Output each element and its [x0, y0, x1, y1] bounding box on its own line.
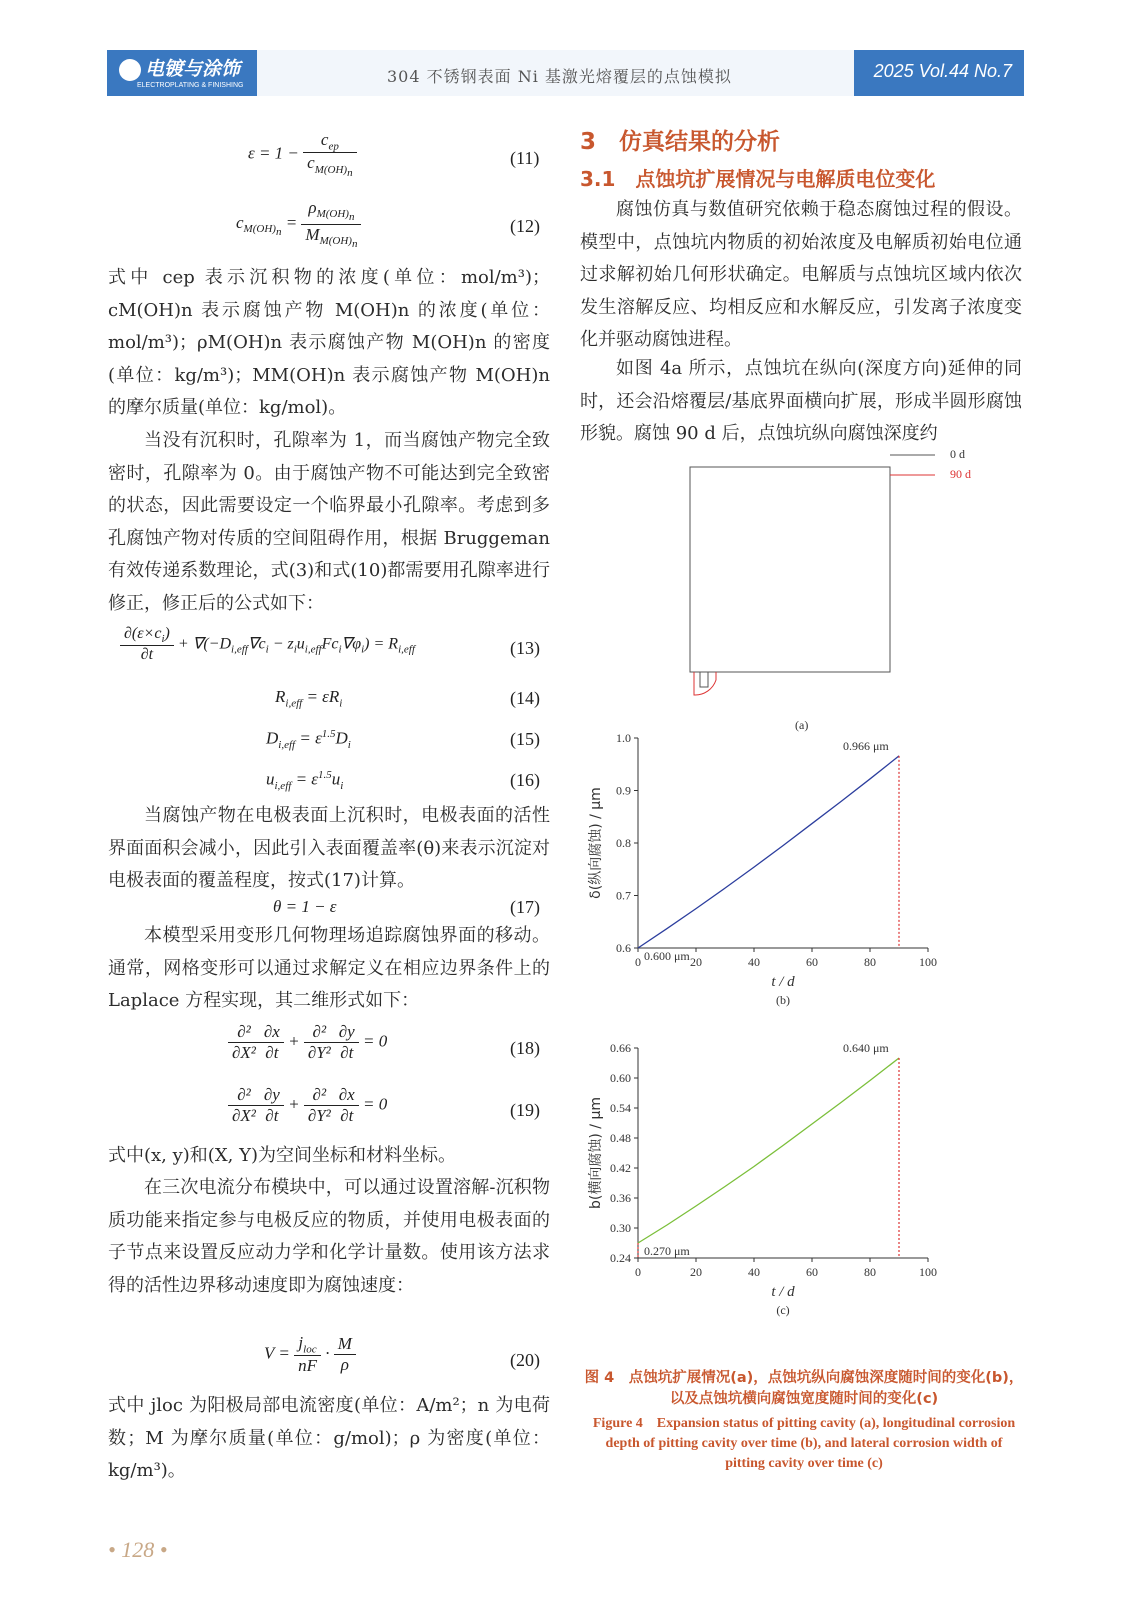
paragraph-porosity: 当没有沉积时，孔隙率为 1，而当腐蚀产物完全致密时，孔隙率为 0。由于腐蚀产物不可能达到完全致密的状态，因此需要设定一个临界最小孔隙率。考虑到多孔腐蚀产物对传质的空间阻碍作用，根据 Bruggeman 有效传递系数理论，式(3)和式(10)都需要用孔隙率进行修正，修正后的公式如下：: [108, 430, 550, 614]
paragraph-assumption: 腐蚀仿真与数值研究依赖于稳态腐蚀过程的假设。模型中，点蚀坑内物质的初始浓度及电解质初始电位通过求解初始几何形状确定。电解质与点蚀坑区域内依次发生溶解反应、均相反应和水解反应，引发离子浓度变化并驱动腐蚀进程。: [580, 199, 1022, 350]
equation-14: $R_{i,eff} = \varepsilon R_i$: [275, 687, 343, 710]
equation-number: (14): [510, 688, 540, 708]
paragraph-symbols: 式中 cep 表示沉积物的浓度(单位：mol/m³)；cM(OH)n 表示腐蚀产物 M(OH)n 的浓度(单位：mol/m³)；ρM(OH)n 表示腐蚀产物 M(OH)n 的密度(单位：kg/m³)；MM(OH)n 表示腐蚀产物 M(OH)n 的摩尔质量(单位：kg/mol)。: [108, 267, 550, 418]
equation-12: $c_{M(OH)_n}$ = $\frac{\rho_{M(OH)_n}}{M_{M(OH)_n}}$: [236, 198, 361, 250]
series-line: [638, 1058, 899, 1243]
legend-90d: 90 d: [950, 467, 971, 481]
journal-logo: [107, 50, 257, 96]
x-tick-label: 60: [806, 1265, 818, 1279]
y-tick-label: 0.36: [610, 1191, 631, 1205]
x-tick-label: 20: [690, 1265, 702, 1279]
annotation-label: 0.600 μm: [644, 949, 690, 963]
paragraph-variables: 式中 jloc 为阳极局部电流密度(单位：A/m²；n 为电荷数；M 为摩尔质量(单位：g/mol)；ρ 为密度(单位：kg/m³)。: [108, 1395, 550, 1481]
figure-caption-en: Figure 4 Expansion status of pitting cavity (a), longitudinal corrosion depth of pitting cavity over time (b), and lateral corrosion width of pitting cavity over time (c): [592, 1416, 1016, 1471]
pit-0d: [700, 672, 708, 687]
equation-number: (13): [510, 638, 540, 658]
annotation-label: 0.640 μm: [843, 1041, 889, 1055]
issue-label: 2025 Vol.44 No.7: [873, 61, 1012, 81]
y-tick-label: 0.24: [610, 1251, 631, 1265]
y-tick-label: 0.8: [616, 836, 631, 850]
section-heading: 3 仿真结果的分析: [580, 129, 781, 155]
y-tick-label: 0.6: [616, 941, 631, 955]
issue-badge: [854, 50, 1024, 96]
x-tick-label: 60: [806, 955, 818, 969]
x-tick-label: 100: [919, 955, 937, 969]
subsection-heading: 3.1 点蚀坑扩展情况与电解质电位变化: [580, 167, 936, 191]
page-number: • 128 •: [108, 1537, 168, 1562]
equation-number: (18): [510, 1038, 540, 1058]
annotation-label: 0.966 μm: [843, 738, 889, 753]
figure-caption-cn: 图 4 点蚀坑扩展情况(a)，点蚀坑纵向腐蚀深度随时间的变化(b)，以及点蚀坑横向腐蚀宽度随时间的变化(c): [584, 1370, 1024, 1407]
y-tick-label: 0.9: [616, 783, 631, 798]
equation-number: (16): [510, 770, 540, 790]
equation-18: $\frac{\text{∂²}}{\text{∂X²}}$ $\frac{\partial x}{\partial t}$ + $\frac{\text{∂²}}{\text{∂Y²}}$ $\frac{\partial y}{\partial t}$ = 0: [228, 1022, 387, 1063]
x-tick-label: 0: [635, 1265, 641, 1279]
y-tick-label: 0.66: [610, 1041, 631, 1055]
equation-20: V = $\frac{j_{loc}}{nF}$ · $\frac{M}{\rho}$: [264, 1333, 356, 1376]
running-title: 304 不锈钢表面 Ni 基激光熔覆层的点蚀模拟: [387, 67, 732, 86]
chart-sublabel: (c): [776, 1303, 790, 1317]
x-tick-label: 80: [864, 1265, 876, 1279]
logo-icon: [119, 59, 141, 81]
logo-en: ELECTROPLATING & FINISHING: [137, 82, 244, 89]
equation-number: (20): [510, 1350, 540, 1370]
paragraph-current-module: 在三次电流分布模块中，可以通过设置溶解-沉积物质功能来指定参与电极反应的物质，并使用电极表面的子节点来设置反应动力学和化学计量数。使用该方法求得的活性边界移动速度即为腐蚀速度：: [108, 1177, 550, 1296]
y-tick-label: 0.7: [616, 888, 631, 903]
logo-cn: 电镀与涂饰: [145, 58, 241, 80]
annotation-label: 0.270 μm: [644, 1244, 690, 1258]
paragraph-coordinates: 式中(x, y)和(X, Y)为空间坐标和材料坐标。: [108, 1145, 456, 1166]
equation-number: (12): [510, 216, 540, 236]
cavity-outline: [690, 467, 890, 672]
x-axis-label: t / d: [771, 1284, 795, 1300]
series-line: [638, 756, 899, 948]
x-axis-label: t / d: [771, 974, 795, 990]
paragraph-fig4a: 如图 4a 所示，点蚀坑在纵向(深度方向)延伸的同时，还会沿熔覆层/基底界面横向扩展，形成半圆形腐蚀形貌。腐蚀 90 d 后，点蚀坑纵向腐蚀深度约: [580, 358, 1022, 444]
x-tick-label: 0: [635, 955, 641, 969]
equation-19: $\frac{\text{∂²}}{\text{∂X²}}$ $\frac{\partial y}{\partial t}$ + $\frac{\text{∂²}}{\text{∂Y²}}$ $\frac{\partial x}{\partial t}$ = 0: [228, 1085, 387, 1126]
equation-number: (17): [510, 897, 540, 917]
x-tick-label: 40: [748, 955, 760, 969]
equation-number: (15): [510, 729, 540, 749]
equation-number: (19): [510, 1100, 540, 1120]
y-tick-label: 0.48: [610, 1131, 631, 1145]
y-axis-label: δ(纵向腐蚀) / μm: [588, 787, 604, 899]
equation-16: $u_{i,eff} = \varepsilon^{1.5}u_i$: [266, 769, 344, 793]
x-tick-label: 20: [690, 955, 702, 969]
equation-15: $D_{i,eff} = \varepsilon^{1.5}D_i$: [266, 728, 351, 752]
y-tick-label: 1.0: [616, 731, 631, 745]
equation-17: θ = 1 − ε: [273, 897, 337, 916]
page-header: [107, 50, 1024, 96]
y-tick-label: 0.60: [610, 1071, 631, 1085]
figure-4a: [690, 455, 1020, 705]
chart-sublabel: (b): [776, 993, 790, 1007]
x-tick-label: 100: [919, 1265, 937, 1279]
chart-c: [590, 1040, 1010, 1345]
legend-0d: 0 d: [950, 447, 965, 461]
y-tick-label: 0.30: [610, 1221, 631, 1235]
pit-90d: [694, 672, 716, 695]
y-tick-label: 0.42: [610, 1161, 631, 1175]
equation-13: $\frac{\partial(\varepsilon\times c_i)}{\partial t}$ + $\nabla(-D_{i,eff}\nabla c_i - z_iu_{i,eff}Fc_i\nabla\varphi_i) = R_{i,eff}$: [120, 625, 415, 664]
figure-a-label: (a): [795, 718, 809, 732]
paragraph-moving-mesh: 本模型采用变形几何物理场追踪腐蚀界面的移动。通常，网格变形可以通过求解定义在相应边界条件上的 Laplace 方程实现，其二维形式如下：: [108, 925, 550, 1011]
y-tick-label: 0.54: [610, 1101, 631, 1115]
x-tick-label: 40: [748, 1265, 760, 1279]
paragraph-coverage: 当腐蚀产物在电极表面上沉积时，电极表面的活性界面面积会减小，因此引入表面覆盖率(θ)来表示沉淀对电极表面的覆盖程度，按式(17)计算。: [108, 805, 550, 891]
equation-number: (11): [510, 148, 540, 168]
equation-11: ε = 1 − $\frac{c_{ep}}{c_{M(OH)_n}}$: [248, 130, 357, 179]
chart-b: [590, 730, 1010, 1030]
y-axis-label: b(横向腐蚀) / μm: [588, 1097, 604, 1209]
x-tick-label: 80: [864, 955, 876, 969]
